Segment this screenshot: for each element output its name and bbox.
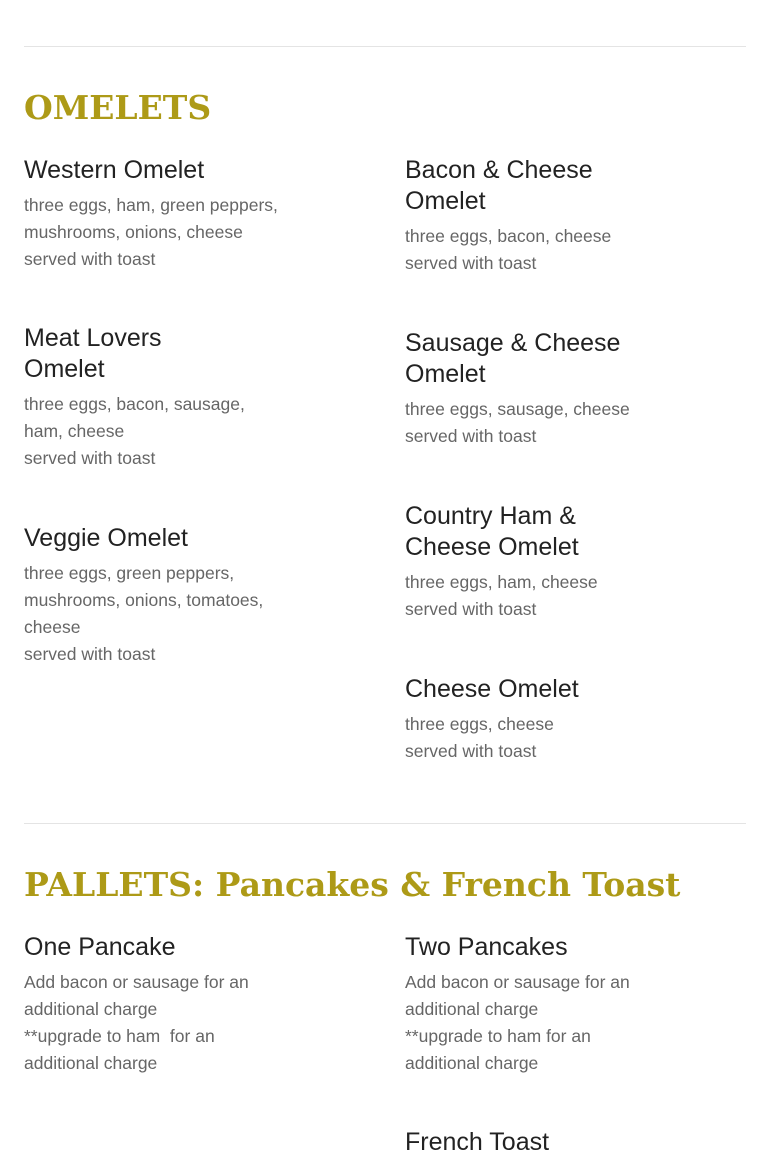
item-desc-line: additional charge [24,1053,158,1073]
item-desc-line: served with toast [24,448,156,468]
item-name [24,323,294,385]
item-description [405,969,675,1077]
item-name-line: Western Omelet [24,156,205,184]
item-name [24,932,294,963]
item-name-line: French Toast [405,1128,550,1156]
menu-item-french-toast [405,1127,675,1158]
item-desc-line: served with toast [405,426,537,446]
menu-item-one-pancake [24,932,294,1077]
item-desc-line: **upgrade to ham for an [405,1026,591,1046]
item-name [24,155,294,186]
item-desc-line: Add bacon or sausage for an [24,972,249,992]
menu-item-sausage-cheese-omelet [405,328,675,450]
item-desc-line: mushrooms, onions, tomatoes, [24,590,264,610]
item-description [405,223,675,277]
item-name-line: Omelet [405,360,486,388]
item-description [24,560,294,668]
section-divider [24,46,746,47]
item-name [405,1127,675,1158]
item-name-line: Meat Lovers [24,324,162,352]
menu-item-meat-lovers-omelet [24,323,294,472]
section-title-omelets: OMELETS [24,88,212,127]
item-description [24,969,294,1077]
item-desc-line: served with toast [405,599,537,619]
item-desc-line: **upgrade to ham for an [24,1026,215,1046]
item-name-line: Country Ham & [405,502,576,530]
item-desc-line: cheese [24,617,81,637]
item-name [405,501,675,563]
item-name-line: Cheese Omelet [405,533,579,561]
item-desc-line: three eggs, ham, cheese [405,572,598,592]
item-desc-line: Add bacon or sausage for an [405,972,630,992]
item-desc-line: three eggs, sausage, cheese [405,399,630,419]
item-desc-line: three eggs, ham, green peppers, [24,195,278,215]
menu-item-western-omelet [24,155,294,273]
menu-item-two-pancakes [405,932,675,1077]
item-desc-line: served with toast [405,741,537,761]
item-desc-line: served with toast [24,644,156,664]
item-name [405,328,675,390]
item-name-line: Two Pancakes [405,933,568,961]
item-desc-line: additional charge [405,999,539,1019]
item-name-line: Omelet [24,355,105,383]
item-name-line: Cheese Omelet [405,675,579,703]
item-name [405,155,675,217]
item-desc-line: three eggs, bacon, sausage, [24,394,245,414]
item-desc-line: served with toast [24,249,156,269]
item-desc-line: three eggs, cheese [405,714,554,734]
item-desc-line: additional charge [24,999,158,1019]
item-description [24,391,294,472]
item-name-line: Sausage & Cheese [405,329,621,357]
menu-item-country-ham-cheese-omelet [405,501,675,623]
item-name-line: Bacon & Cheese [405,156,593,184]
menu-item-bacon-cheese-omelet [405,155,675,277]
item-name [405,932,675,963]
item-name-line: Veggie Omelet [24,524,188,552]
item-description [405,711,675,765]
menu-item-cheese-omelet [405,674,675,765]
menu-item-veggie-omelet [24,523,294,668]
section-title-pallets: PALLETS: Pancakes & French Toast [24,865,681,904]
item-desc-line: three eggs, green peppers, [24,563,235,583]
item-description [24,192,294,273]
item-desc-line: three eggs, bacon, cheese [405,226,612,246]
item-description [405,396,675,450]
item-name [405,674,675,705]
item-name [24,523,294,554]
item-description [405,569,675,623]
item-desc-line: mushrooms, onions, cheese [24,222,243,242]
item-name-line: Omelet [405,187,486,215]
item-desc-line: served with toast [405,253,537,273]
item-desc-line: ham, cheese [24,421,125,441]
item-name-line: One Pancake [24,933,176,961]
section-divider [24,823,746,824]
item-desc-line: additional charge [405,1053,539,1073]
